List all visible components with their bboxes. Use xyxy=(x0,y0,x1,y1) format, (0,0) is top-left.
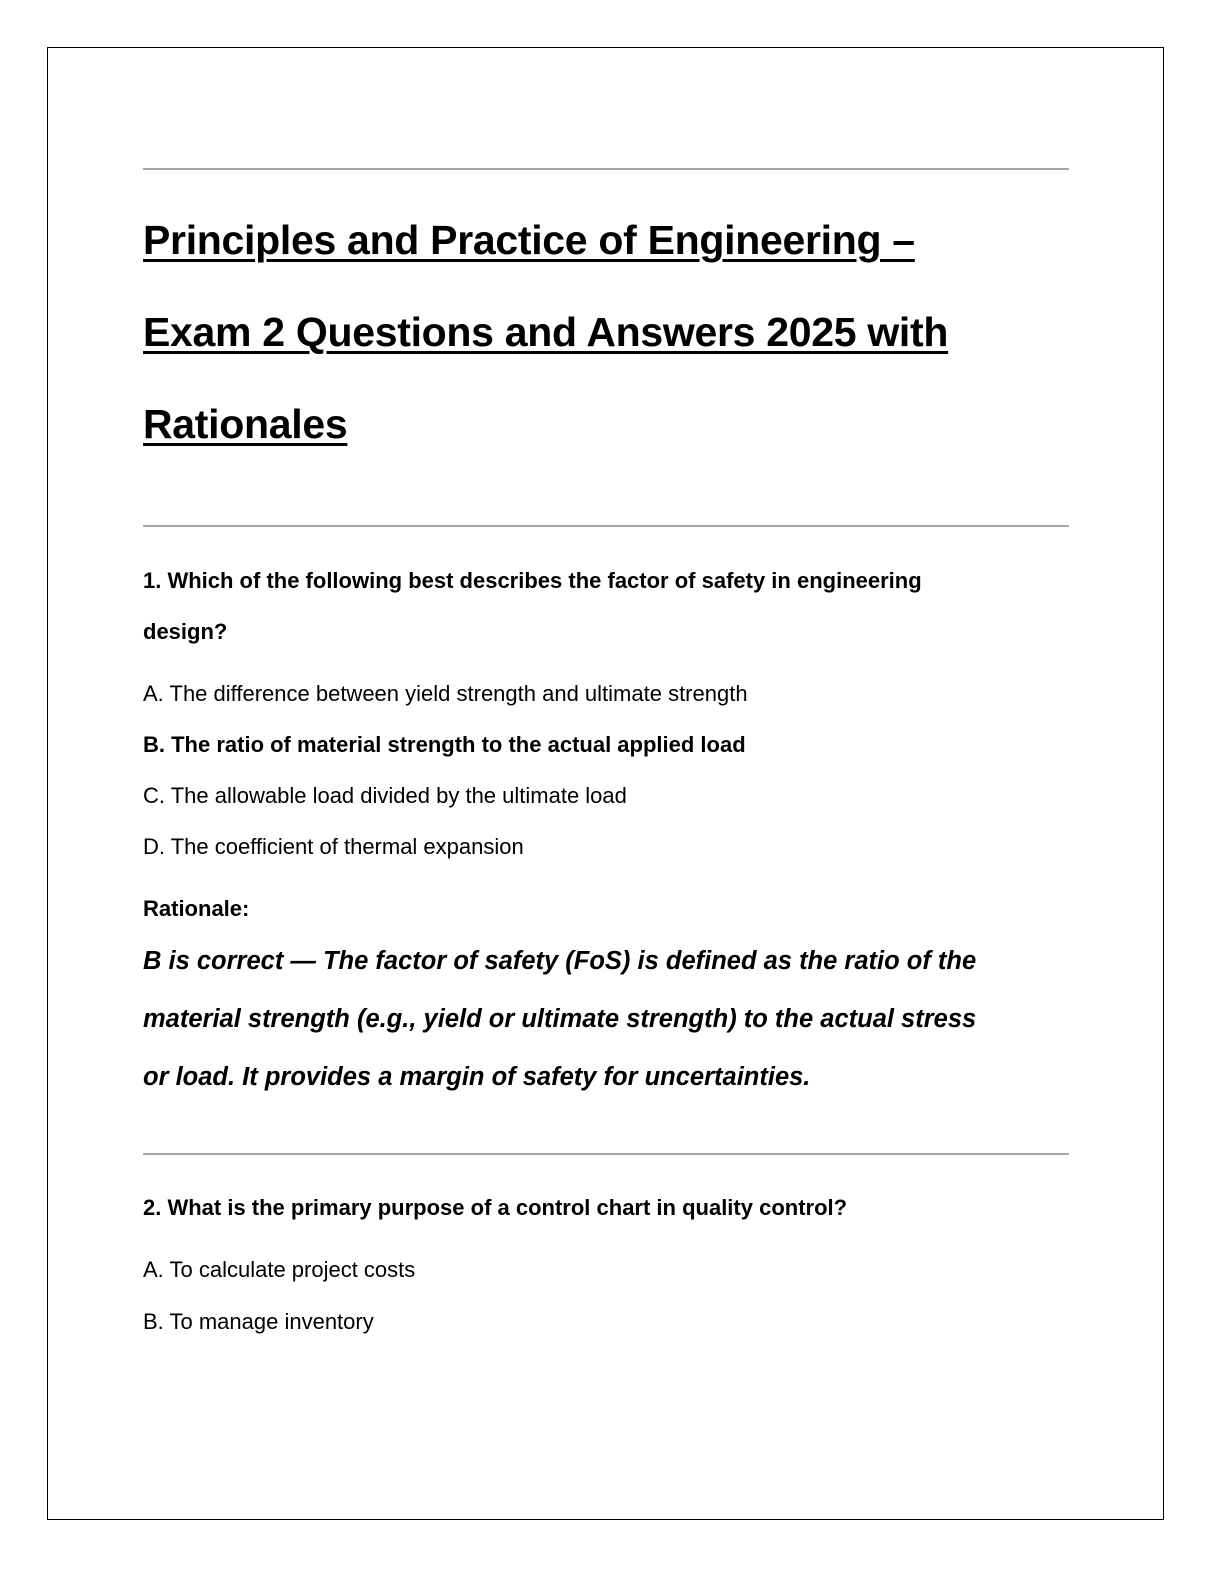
question-1-option-d: D. The coefficient of thermal expansion xyxy=(143,834,524,859)
question-1-stem-line-2: design? xyxy=(143,619,228,644)
title-line-1: Principles and Practice of Engineering – xyxy=(143,217,915,263)
divider-between-questions xyxy=(143,1153,1069,1155)
divider-after-title xyxy=(143,525,1069,527)
question-2-option-a: A. To calculate project costs xyxy=(143,1257,416,1282)
question-2-option-b: B. To manage inventory xyxy=(143,1309,374,1334)
question-1-option-a: A. The difference between yield strength and ultimate strength xyxy=(143,681,748,706)
question-1-rationale-line-1: B is correct — The factor of safety (FoS) is defined as the ratio of the xyxy=(143,947,977,975)
question-1-rationale-label: Rationale: xyxy=(143,896,250,921)
divider-top xyxy=(143,168,1069,170)
title-line-2: Exam 2 Questions and Answers 2025 with xyxy=(143,309,949,355)
question-1-rationale-line-2: material strength (e.g., yield or ultimate strength) to the actual stress xyxy=(143,1005,977,1033)
title-line-3: Rationales xyxy=(143,401,348,447)
question-1-option-b-correct: B. The ratio of material strength to the actual applied load xyxy=(143,732,746,757)
question-1-stem-line-1: 1. Which of the following best describes the factor of safety in engineering xyxy=(143,568,922,593)
question-1-rationale-line-3: or load. It provides a margin of safety for uncertainties. xyxy=(143,1063,811,1091)
question-2-stem-line-1: 2. What is the primary purpose of a control chart in quality control? xyxy=(143,1195,848,1220)
question-1-option-c: C. The allowable load divided by the ultimate load xyxy=(143,783,627,808)
